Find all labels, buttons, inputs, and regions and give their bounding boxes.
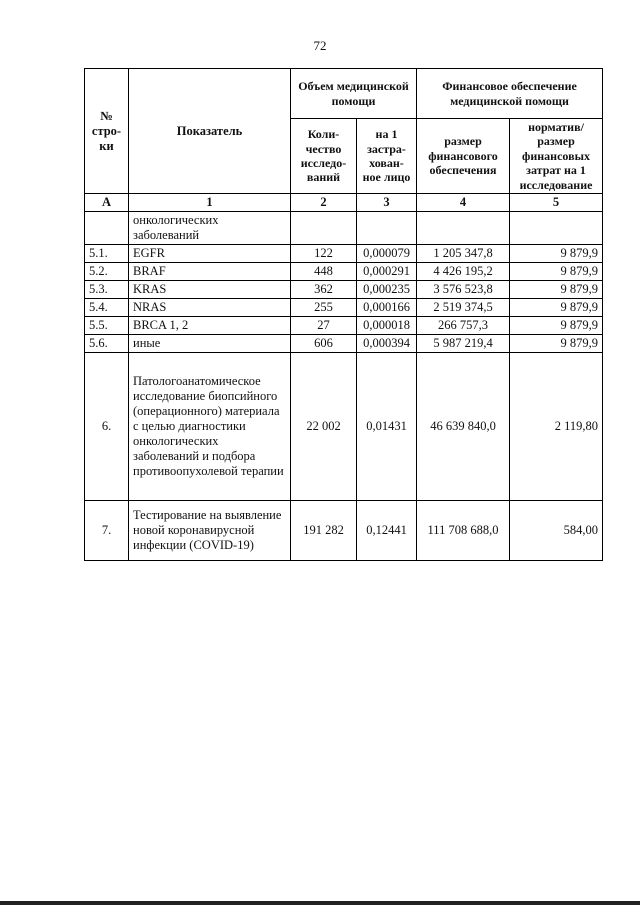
header-finance-group: Финансовое обеспечение медицинской помощи [417,69,603,119]
row-finance: 4 426 195,2 [417,263,510,281]
row-norm: 9 879,9 [510,281,603,299]
row-indicator: иные [129,335,291,353]
row-per-person: 0,01431 [357,353,417,501]
row-count: 255 [291,299,357,317]
table-row [85,353,603,501]
table-row [85,299,603,317]
index-cell: 1 [129,194,291,212]
index-cell: 5 [510,194,603,212]
row-number: 5.4. [85,299,129,317]
row-finance: 3 576 523,8 [417,281,510,299]
table-row [85,212,603,245]
row-number: 5.5. [85,317,129,335]
row-norm: 2 119,80 [510,353,603,501]
row-per-person: 0,000166 [357,299,417,317]
row-norm: 9 879,9 [510,317,603,335]
row-indicator: EGFR [129,245,291,263]
row-norm: 584,00 [510,501,603,561]
table-row [85,501,603,561]
header-indicator: Показатель [129,69,291,194]
row-count: 448 [291,263,357,281]
row-finance: 266 757,3 [417,317,510,335]
row-finance: 2 519 374,5 [417,299,510,317]
header-finance-size: размер финансового обеспечения [417,119,510,194]
row-count: 191 282 [291,501,357,561]
row-per-person: 0,000018 [357,317,417,335]
row-count: 606 [291,335,357,353]
index-cell: 4 [417,194,510,212]
financing-table [84,68,603,561]
table-row [85,263,603,281]
row-norm: 9 879,9 [510,263,603,281]
empty-cell [357,212,417,245]
row-per-person: 0,000291 [357,263,417,281]
row-number: 5.2. [85,263,129,281]
table-row [85,281,603,299]
row-finance: 5 987 219,4 [417,335,510,353]
row-count: 27 [291,317,357,335]
empty-cell [417,212,510,245]
row-count: 122 [291,245,357,263]
row-indicator: онкологических заболеваний [129,212,291,245]
row-finance: 46 639 840,0 [417,353,510,501]
index-cell: 2 [291,194,357,212]
row-count: 22 002 [291,353,357,501]
index-row [85,194,603,212]
index-cell: А [85,194,129,212]
row-number: 7. [85,501,129,561]
scan-bottom-edge [0,901,640,905]
row-per-person: 0,000394 [357,335,417,353]
table-row [85,317,603,335]
row-per-person: 0,12441 [357,501,417,561]
row-norm: 9 879,9 [510,245,603,263]
header-count: Коли- чество исследо- ваний [291,119,357,194]
row-norm: 9 879,9 [510,299,603,317]
row-indicator: BRAF [129,263,291,281]
row-number: 5.6. [85,335,129,353]
header-per-person: на 1 застра- хован- ное лицо [357,119,417,194]
row-finance: 1 205 347,8 [417,245,510,263]
row-norm: 9 879,9 [510,335,603,353]
row-indicator: BRCA 1, 2 [129,317,291,335]
header-norm: норматив/ размер финансовых затрат на 1 исследование [510,119,603,194]
header-row-number: № стро- ки [85,69,129,194]
empty-cell [510,212,603,245]
row-per-person: 0,000079 [357,245,417,263]
row-finance: 111 708 688,0 [417,501,510,561]
row-per-person: 0,000235 [357,281,417,299]
empty-cell [291,212,357,245]
row-number: 5.3. [85,281,129,299]
row-indicator: Патологоанатомическое исследование биопсийного (операционного) материала с целью диагностики онкологических заболеваний и подбора противоопухолевой терапии [129,353,291,501]
row-count: 362 [291,281,357,299]
row-indicator: Тестирование на выявление новой коронавирусной инфекции (COVID-19) [129,501,291,561]
row-number: 6. [85,353,129,501]
page-number: 72 [313,38,327,53]
row-indicator: NRAS [129,299,291,317]
empty-cell [85,212,129,245]
table-row [85,335,603,353]
index-cell: 3 [357,194,417,212]
row-number: 5.1. [85,245,129,263]
table-row [85,245,603,263]
header-volume-group: Объем медицинской помощи [291,69,417,119]
row-indicator: KRAS [129,281,291,299]
